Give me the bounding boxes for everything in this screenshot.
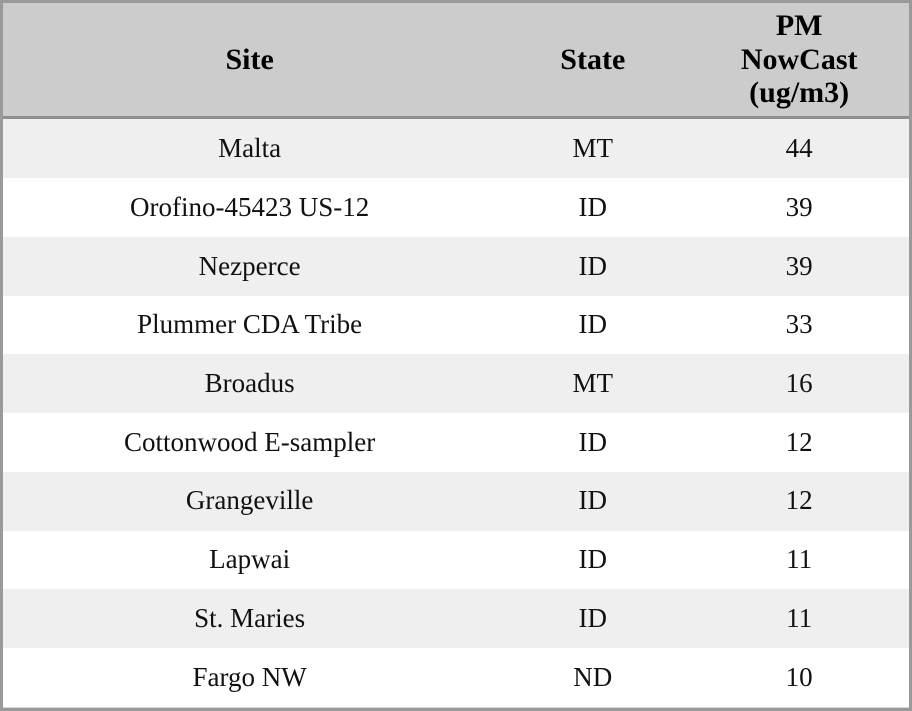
cell-pm-nowcast: 12 [689,413,909,472]
table-row [3,117,909,178]
cell-pm-nowcast: 16 [689,354,909,413]
column-header-pm-nowcast-line3: (ug/m3) [749,76,850,110]
cell-state: ID [496,413,689,472]
cell-state: MT [496,117,689,178]
cell-site: Plummer CDA Tribe [3,296,496,355]
cell-pm-nowcast: 12 [689,472,909,531]
cell-state: ID [496,472,689,531]
cell-site: Fargo NW [3,648,496,708]
cell-site: Lapwai [3,531,496,590]
cell-pm-nowcast: 11 [689,531,909,590]
column-header-site: Site [3,3,496,117]
cell-state: ID [496,531,689,590]
table-row [3,648,909,708]
cell-site: Orofino-45423 US-12 [3,178,496,237]
column-header-pm-nowcast-line1: PM [775,9,823,42]
air-quality-table [3,3,909,708]
table-row [3,472,909,531]
table-row [3,296,909,355]
cell-pm-nowcast: 11 [689,589,909,648]
table-body [3,117,909,707]
cell-site: Cottonwood E-sampler [3,413,496,472]
cell-pm-nowcast: 33 [689,296,909,355]
cell-pm-nowcast: 10 [689,648,909,708]
cell-site: Malta [3,117,496,178]
column-header-state: State [496,3,689,117]
table-row [3,237,909,296]
cell-pm-nowcast: 39 [689,237,909,296]
table-header [3,3,909,117]
cell-pm-nowcast: 44 [689,117,909,178]
table-row [3,354,909,413]
cell-site: Broadus [3,354,496,413]
table-row [3,589,909,648]
table-row [3,413,909,472]
cell-site: Grangeville [3,472,496,531]
column-header-pm-nowcast [689,3,909,117]
table-header-row [3,3,909,117]
cell-pm-nowcast: 39 [689,178,909,237]
cell-site: St. Maries [3,589,496,648]
cell-state: ID [496,589,689,648]
table-row [3,531,909,590]
cell-state: ID [496,296,689,355]
cell-state: MT [496,354,689,413]
cell-state: ID [496,237,689,296]
table-row [3,178,909,237]
cell-state: ND [496,648,689,708]
cell-state: ID [496,178,689,237]
cell-site: Nezperce [3,237,496,296]
column-header-pm-nowcast-line2: NowCast [740,42,858,76]
